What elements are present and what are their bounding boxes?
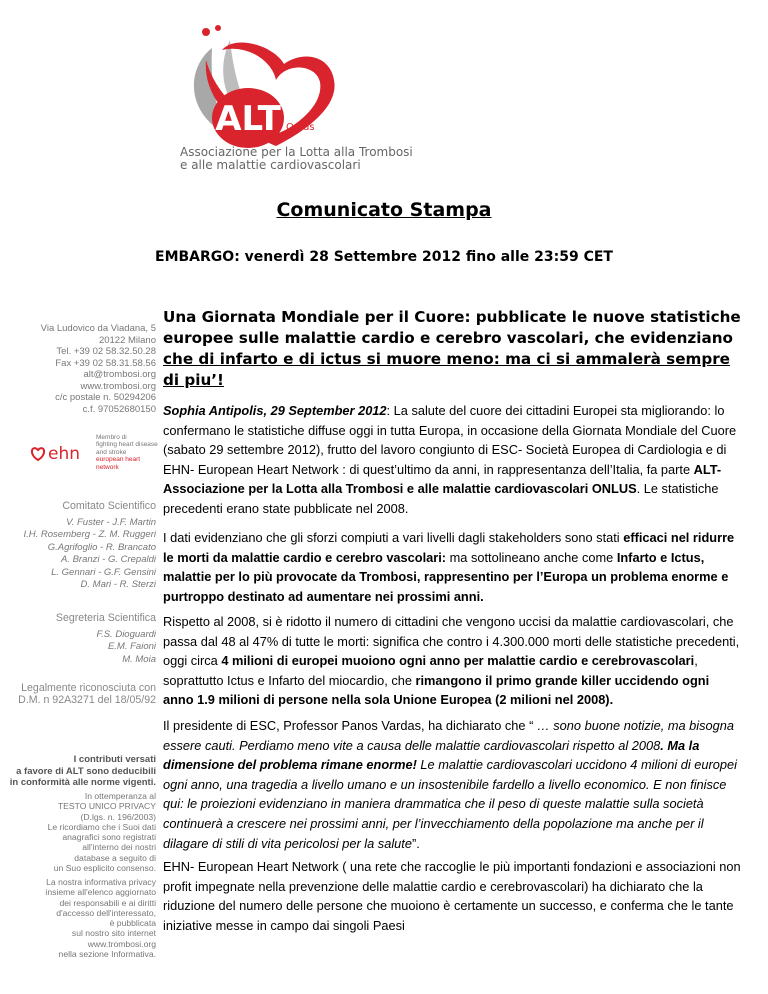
p4-quote-bold: . Ma la dimensione del problema rimane enorme!	[163, 737, 700, 773]
privacy-line: è pubblicata	[109, 918, 156, 929]
p1-text: : La salute del cuore dei cittadini Europei sta migliorando: lo confermano le statistiche diffuse oggi in tutta Europa, in occasione della Giornata Mondiale del Cuore (sabato 29 settembre 2012), frutto del lavoro congiunto di ESC- Società Europea di Cardiologia e di EHN- European Heart Network : di quest’ultimo da anni, in rappresentanza dell’Italia, fa parte	[163, 403, 737, 477]
comitato-member: A. Branzi - G. Crepaldi	[60, 554, 156, 566]
svg-text:ehn: ehn	[48, 444, 81, 464]
p1-bold: ALT- Associazione per la Lotta alla Trombosi e alle malattie cardiovascolari ONLUS	[163, 461, 722, 497]
p2-text-2: ma sottolineano anche come	[446, 549, 617, 565]
headline	[163, 307, 743, 391]
org-name-line-2: e alle malattie cardiovascolari	[180, 158, 361, 172]
p3-text: Rispetto al 2008, si è ridotto il numero di cittadini che vengono uccisi da malattie cardiovascolari, che passa dal 48 al 47% di tutte le morti: significa che contro i 4.300.000 morti delle statistiche precedenti, oggi circa	[163, 614, 740, 669]
comitato-member: D. Mari - R. Sterzi	[80, 579, 156, 591]
segreteria-scientifica	[56, 613, 156, 666]
headline-underlined: che di infarto e di ictus si muore meno: ma ci si ammalerà sempre di piu’!	[163, 350, 730, 389]
ehn-text	[96, 434, 160, 471]
ehn-block	[30, 434, 160, 484]
p2-text: I dati evidenziano che gli sforzi compiuti a vari livelli dagli stakeholders sono stati	[163, 530, 624, 545]
p3-bold-2: rimangono il primo grande killer uccidendo ogni anno 1.9 milioni di persone nella sola Unione Europea (2 milioni nel 2008).	[163, 672, 710, 708]
comitato-scientifico	[23, 501, 156, 592]
privacy-line: all'interno dei nostri	[82, 842, 156, 853]
comitato-member: V. Fuster - J.F. Martin	[66, 516, 156, 528]
p2-bold-2: Infarto e Ictus, malattie per lo più provocate da Trombosi, rappresentino per l’Europa un problema enorme e purtroppo destinato ad aumentare nei prossimi anni.	[163, 549, 729, 604]
address-city: 20122 Milano	[98, 334, 156, 346]
sidebar-address	[41, 323, 156, 415]
address-cf: c.f. 97052680150	[82, 403, 156, 415]
comitato-member: I.H. Rosemberg - Z. M. Ruggeri	[23, 529, 156, 541]
address-fax: Fax +39 02 58.31.58.56	[55, 357, 156, 369]
paragraph-1	[163, 401, 743, 519]
address-ccp: c/c postale n. 50294206	[55, 392, 156, 403]
paragraph-2	[163, 528, 743, 606]
segreteria-member: F.S. Dioguardi	[96, 628, 156, 640]
p4-quote-1: … sono buone notizie, ma bisogna essere cauti. Perdiamo meno vite a causa delle malattie cardiovascolari rispetto al 2008	[163, 718, 734, 753]
p5-text: EHN- European Heart Network ( una rete che raccoglie le più importanti fondazioni e associazioni non profit impegnate nella prevenzione delle malattie cardio e cerebrovascolari) ha dichiarato che la riduzione del numero delle persone che muoiono è certamente un successo, e conferma che le tante iniziative messe in campo dai singoli Paesi	[163, 859, 741, 933]
segreteria-member: M. Moia	[122, 653, 156, 665]
privacy-line: La nostra informativa privacy	[46, 877, 156, 887]
paragraph-3	[163, 612, 743, 710]
ehn-tagline-1: fighting heart disease	[96, 441, 158, 449]
privacy-line: www.trombosi.org	[87, 938, 156, 949]
privacy-note-1	[48, 791, 156, 873]
segreteria-title: Segreteria Scientifica	[55, 612, 156, 624]
p3-bold-1: 4 milioni di europei muoiono ogni anno per malattie cardio e cerebrovascolari	[221, 653, 695, 669]
p4-tail: ”.	[411, 835, 420, 851]
org-name-line-1: Associazione per la Lotta alla Trombosi	[180, 145, 413, 159]
comitato-member: L. Gennari - G.F. Gensini	[51, 566, 156, 578]
legal-recognition	[18, 683, 156, 706]
privacy-note-2	[45, 877, 156, 959]
p4-quote-2: Le malattie cardiovascolari uccidono 4 milioni di europei ogni anno, una tragedia a livello umano e un insostenibile fardello a livello economico. E non finisce qui: le proiezioni evidenziano in maniera drammatica che il peso di queste malattie sulla società continuerà a crescere nei prossimi anni, per l’invecchiamento della popolazione ma anche per il dilagare di stili di vita pericolosi per la salute	[163, 757, 737, 851]
contrib-line-3: in conformità alle norme vigenti.	[9, 777, 156, 788]
paragraph-4	[163, 716, 743, 853]
ehn-member-label: Membro di	[96, 434, 127, 441]
onlus-logo-text: Onlus	[286, 122, 315, 133]
privacy-line: nella sezione Informativa.	[58, 949, 156, 960]
ehn-logo-icon	[30, 440, 92, 466]
segreteria-member: E.M. Faioni	[107, 641, 156, 653]
address-street: Via Ludovico da Viadana, 5	[40, 323, 156, 334]
privacy-line: sul nostro sito internet	[71, 928, 156, 939]
privacy-line: un Suo esplicito consenso.	[53, 863, 156, 874]
legal-line-1: Legalmente riconosciuta con	[21, 682, 156, 694]
privacy-line: database a seguito di	[74, 852, 156, 863]
ehn-tagline-2: and stroke	[96, 448, 127, 456]
privacy-line: TESTO UNICO PRIVACY	[57, 801, 156, 812]
p3-text-2: , soprattutto Ictus e Infarto del miocardio, che	[163, 653, 698, 688]
legal-line-2: D.M. n 92A3271 del 18/05/92	[18, 693, 156, 706]
contrib-line-1: I contributi versati	[73, 754, 156, 765]
document-title: Comunicato Stampa	[276, 199, 492, 221]
ehn-network-name: european heart network	[96, 456, 141, 471]
comitato-title: Comitato Scientifico	[62, 500, 156, 512]
contrib-line-2: a favore di ALT sono deducibili	[16, 765, 156, 777]
comitato-member: G.Agrifoglio - R. Brancato	[47, 541, 156, 553]
privacy-line: dei responsabili e ai diritti	[59, 897, 156, 908]
org-name	[180, 146, 413, 172]
address-tel: Tel. +39 02 58.32.50.28	[56, 346, 156, 357]
privacy-line: insieme all'elenco aggiornato	[45, 887, 156, 898]
tax-deductible-note	[10, 754, 156, 789]
privacy-line: anagrafici sono registrati	[62, 832, 156, 843]
privacy-line: Le ricordiamo che i Suoi dati	[47, 821, 156, 832]
dateline: Sophia Antipolis, 29 September 2012	[163, 403, 387, 418]
p4-text: Il presidente di ESC, Professor Panos Vardas, ha dichiarato che “	[163, 718, 537, 733]
alt-logo-text: ALT	[215, 99, 281, 139]
headline-text: Una Giornata Mondiale per il Cuore: pubblicate le nuove statistiche europee sulle malattie cardio e cerebro vascolari, che evidenziano	[163, 308, 741, 347]
privacy-line: In ottemperanza al	[84, 791, 156, 801]
privacy-line: d'accesso dell'interessato,	[56, 907, 156, 918]
p2-bold-1: efficaci nel ridurre le morti da malattie cardio e cerebro vascolari:	[163, 530, 735, 565]
address-email: alt@trombosi.org	[83, 369, 156, 380]
address-web: www.trombosi.org	[80, 380, 156, 392]
paragraph-5	[163, 857, 743, 935]
privacy-line: (D.lgs. n. 196/2003)	[80, 811, 156, 822]
p1-tail: . Le statistiche precedenti erano state pubblicate nel 2008.	[163, 481, 719, 516]
embargo-line: EMBARGO: venerdì 28 Settembre 2012 fino alle 23:59 CET	[155, 249, 613, 265]
